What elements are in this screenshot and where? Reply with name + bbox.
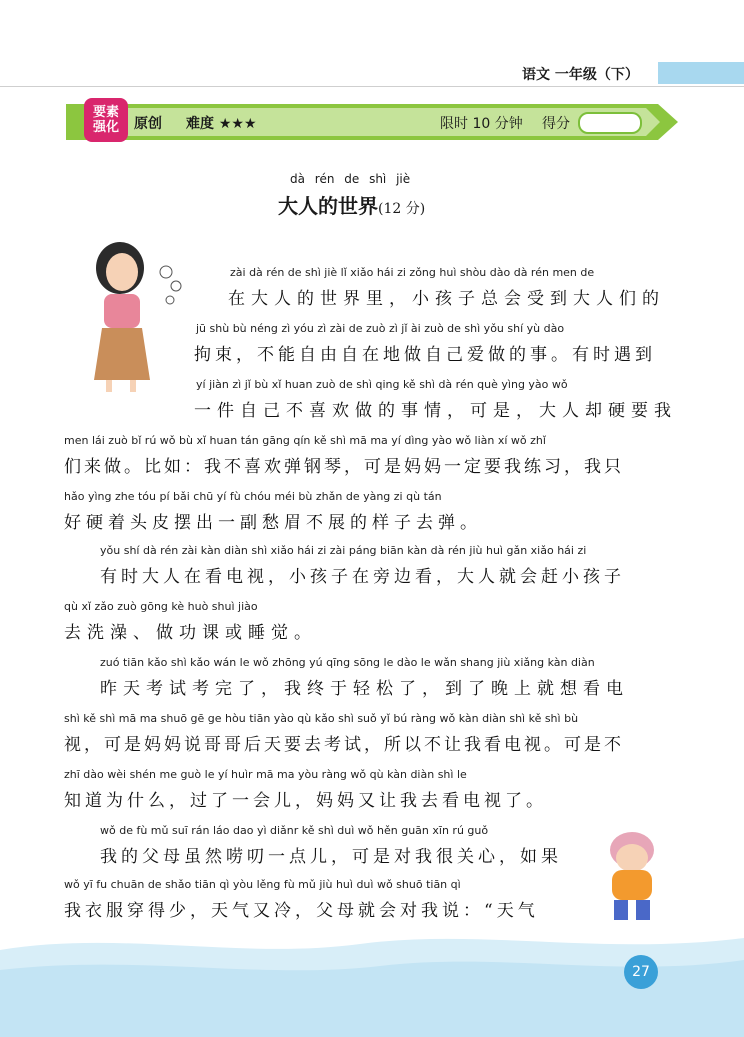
title-points: (12 分) bbox=[378, 201, 426, 217]
article-title bbox=[278, 190, 425, 219]
page-number: 27 bbox=[624, 955, 658, 989]
title-pinyin: dà rén de shì jiè bbox=[290, 172, 411, 186]
text-line-3: 一件自己不喜欢做的事情，可是，大人却硬要我 bbox=[194, 401, 677, 421]
difficulty-label: 难度 ★★★ bbox=[186, 116, 257, 132]
text-line-10: 知道为什么，过了一会儿，妈妈又让我去看电视了。 bbox=[64, 791, 547, 811]
text-line-5: 好硬着头皮摆出一副愁眉不展的样子去弹。 bbox=[64, 513, 482, 533]
text-line-4: 们来做。比如：我不喜欢弹钢琴，可是妈妈一定要我练习，我只 bbox=[64, 457, 624, 477]
score-input-box[interactable] bbox=[578, 112, 642, 134]
text-line-1: 在大人的世界里，小孩子总会受到大人们的 bbox=[228, 289, 665, 309]
boy-illustration bbox=[586, 828, 682, 928]
pinyin-line-6: yǒu shí dà rén zài kàn diàn shì xiǎo hái zi zài páng biān kàn dà rén jiù huì gǎn xiǎo hái zi bbox=[100, 544, 587, 557]
original-tag: 原创 bbox=[134, 116, 162, 132]
pinyin-line-9: shì kě shì mā ma shuō gē ge hòu tiān yào qù kǎo shì suǒ yǐ bú ràng wǒ kàn diàn shì kě shì bù bbox=[64, 712, 579, 725]
girl-illustration bbox=[78, 238, 188, 398]
text-line-6: 有时大人在看电视，小孩子在旁边看，大人就会赶小孩子 bbox=[100, 567, 625, 587]
header-divider bbox=[0, 86, 744, 87]
book-header bbox=[508, 62, 744, 84]
pinyin-line-7: qù xǐ zǎo zuò gōng kè huò shuì jiào bbox=[64, 600, 258, 613]
badge-line-2: 强化 bbox=[92, 120, 119, 135]
text-line-7: 去洗澡、做功课或睡觉。 bbox=[64, 623, 317, 643]
pinyin-line-12: wǒ yī fu chuān de shǎo tiān qì yòu lěng fù mǔ jiù huì duì wǒ shuō tiān qì bbox=[64, 878, 461, 891]
title-text: 大人的世界 bbox=[278, 194, 378, 218]
time-limit: 限时 10 分钟 bbox=[440, 116, 523, 132]
exercise-ribbon bbox=[66, 104, 678, 140]
pinyin-line-11: wǒ de fù mǔ suī rán láo dao yì diǎnr kě shì duì wǒ hěn guān xīn rú guǒ bbox=[100, 824, 489, 837]
score-label: 得分 bbox=[542, 116, 570, 132]
pinyin-line-3: yí jiàn zì jǐ bù xǐ huan zuò de shì qing kě shì dà rén què yìng yào wǒ bbox=[196, 378, 568, 391]
text-line-11: 我的父母虽然唠叨一点儿，可是对我很关心，如果 bbox=[100, 847, 562, 867]
pinyin-line-2: jū shù bù néng zì yóu zì zài de zuò zì jǐ ài zuò de shì yǒu shí yù dào bbox=[196, 322, 565, 335]
pinyin-line-1: zài dà rén de shì jiè lǐ xiǎo hái zi zǒng huì shòu dào dà rén men de bbox=[230, 266, 595, 279]
text-line-12: 我衣服穿得少，天气又冷，父母就会对我说：“天气 bbox=[64, 901, 539, 921]
pinyin-line-5: hǎo yìng zhe tóu pí bǎi chū yí fù chóu méi bù zhǎn de yàng zi qù tán bbox=[64, 490, 442, 503]
text-line-2: 拘束，不能自由自在地做自己爱做的事。有时遇到 bbox=[194, 345, 656, 365]
pinyin-line-10: zhī dào wèi shén me guò le yí huìr mā ma yòu ràng wǒ qù kàn diàn shì le bbox=[64, 768, 467, 781]
text-line-9: 视，可是妈妈说哥哥后天要去考试，所以不让我看电视。可是不 bbox=[64, 735, 624, 755]
pinyin-line-8: zuó tiān kǎo shì kǎo wán le wǒ zhōng yú qīng sōng le dào le wǎn shang jiù xiǎng kàn diàn bbox=[100, 656, 595, 669]
text-line-8: 昨天考试考完了，我终于轻松了，到了晚上就想看电 bbox=[100, 679, 629, 699]
badge-line-1: 要素 bbox=[92, 105, 119, 120]
book-title: 语文 一年级（下） bbox=[522, 67, 639, 83]
pinyin-line-4: men lái zuò bǐ rú wǒ bù xǐ huan tán gāng qín kě shì mā ma yí dìng yào wǒ liàn xí wǒ zhǐ bbox=[64, 434, 546, 447]
header-accent-bar bbox=[658, 62, 744, 84]
section-badge bbox=[84, 98, 128, 142]
